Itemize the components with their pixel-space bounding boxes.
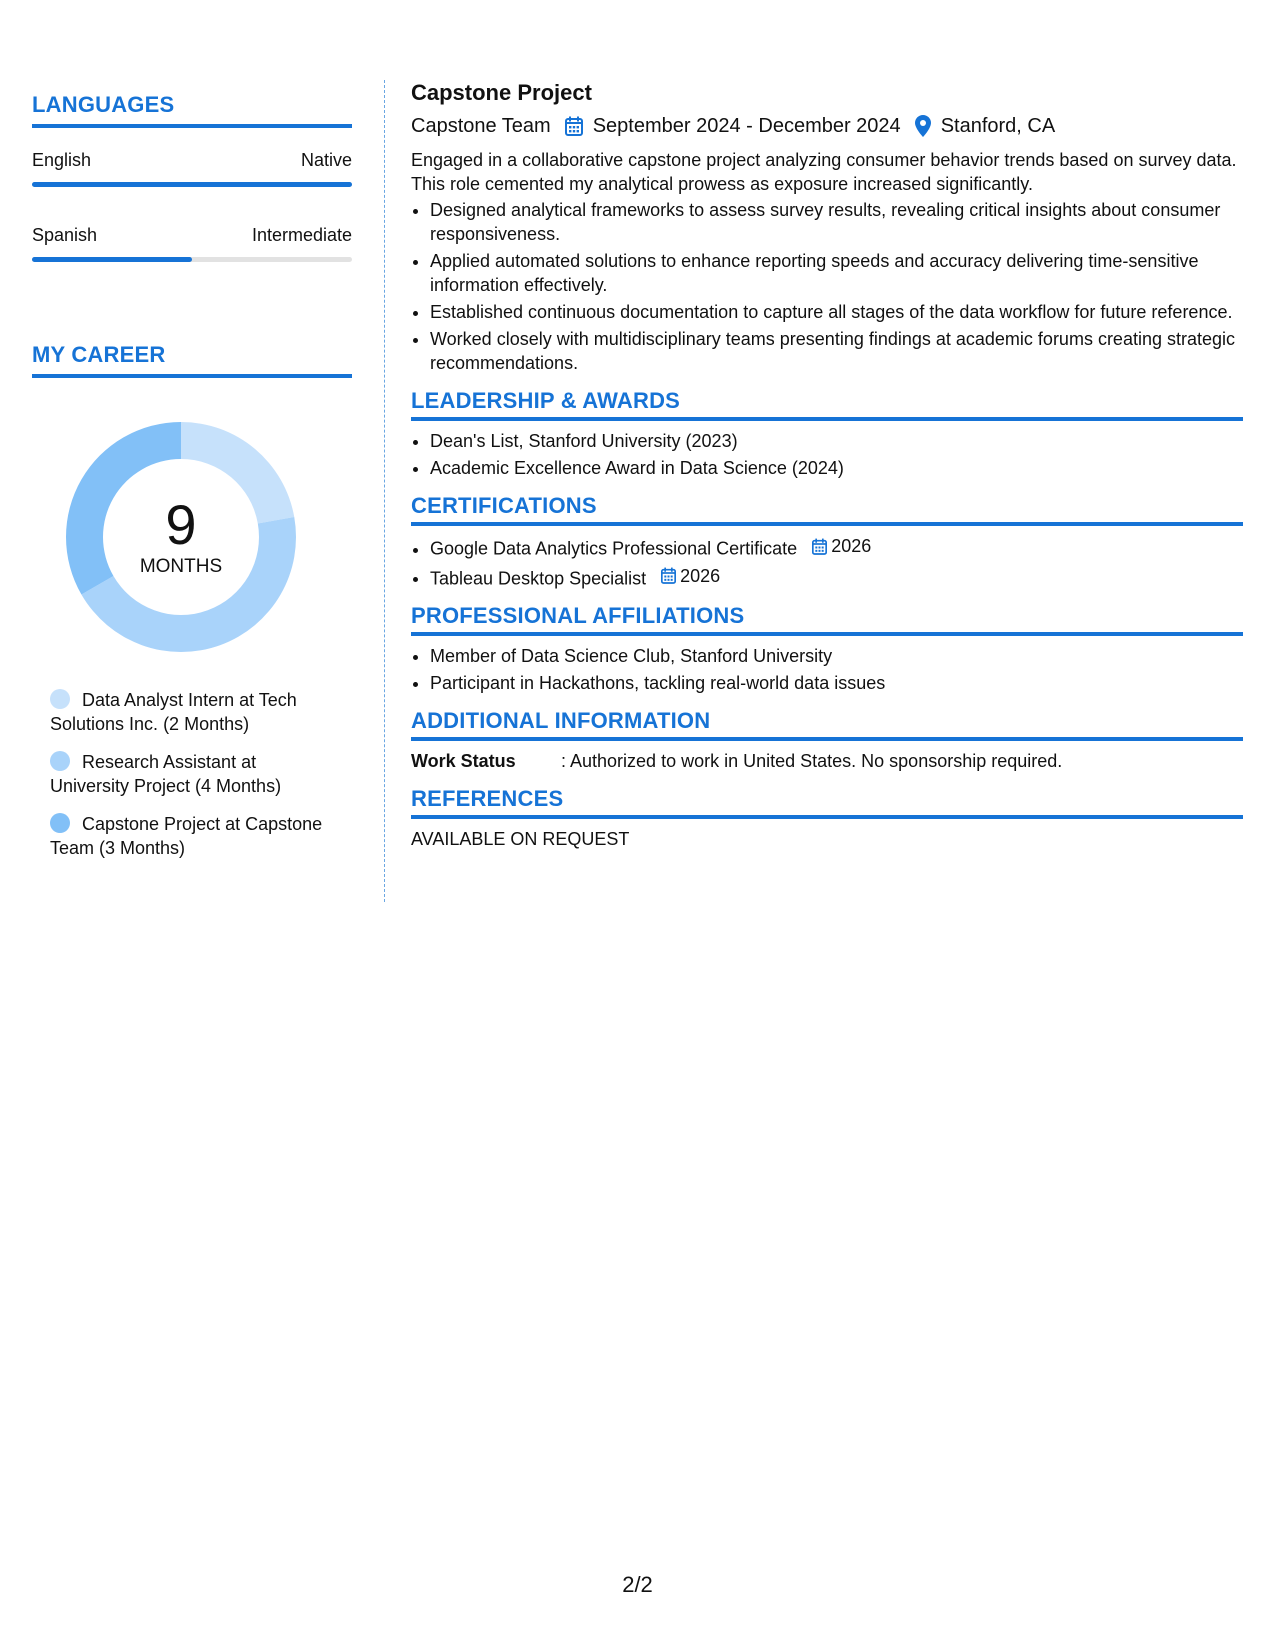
language-bar [32,257,352,262]
job-meta [411,112,1243,140]
list-item: • Applied automated solutions to enhance reporting speeds and accuracy delivering time-sensitive information effectively. [430,249,1243,297]
career-heading: MY CAREER [32,342,352,378]
job-description: Engaged in a collaborative capstone project analyzing consumer behavior trends based on survey data. This role cemented my analytical prowess as exposure increased significantly. [411,150,1237,194]
legend-dot-icon [50,751,70,771]
references-section [411,787,1243,851]
certifications-section [411,494,1243,590]
calendar-icon [661,567,676,584]
language-item [32,223,352,262]
language-level: Native [300,150,352,170]
references-heading: REFERENCES [411,787,1243,819]
legend-label: Research Assistant at University Project (4 Months) [50,752,282,796]
page-number: 2/2 [622,1572,653,1597]
leadership-section [411,389,1243,480]
list-item: • Dean's List, Stanford University (2023) [430,429,1243,453]
career-donut-chart [66,422,296,652]
language-name: Spanish [32,225,98,245]
language-bar-fill [32,257,192,262]
list-item: • Worked closely with multidisciplinary teams presenting findings at academic forums creating strategic recommendations. [430,327,1243,375]
list-item [430,534,1243,561]
languages-heading: LANGUAGES [32,92,352,128]
list-item: • Designed analytical frameworks to assess survey results, revealing critical insights about consumer responsiveness. [430,198,1243,246]
left-column [32,92,352,874]
column-divider [384,80,385,902]
legend-dot-icon [50,689,70,709]
certifications-heading: CERTIFICATIONS [411,494,1243,526]
legend-item [50,688,340,736]
list-item: • Academic Excellence Award in Data Science (2024) [430,456,1243,480]
work-status-label: Work Status [411,751,516,771]
right-column [411,78,1243,851]
language-bar [32,182,352,187]
cert-year: 2026 [680,565,721,586]
language-level: Intermediate [251,225,352,245]
legend-label: Capstone Project at Capstone Team (3 Months) [50,814,323,858]
leadership-heading: LEADERSHIP & AWARDS [411,389,1243,421]
job-dates: September 2024 - December 2024 [592,115,901,137]
additional-section [411,709,1243,773]
career-legend [32,688,340,860]
job-company: Capstone Team [411,115,551,137]
legend-item [50,750,340,798]
additional-heading: ADDITIONAL INFORMATION [411,709,1243,741]
career-total-unit: MONTHS [139,556,223,577]
cert-year: 2026 [831,536,872,556]
list-item: • Member of Data Science Club, Stanford University [430,644,1243,668]
job-location: Stanford, CA [940,115,1056,137]
legend-item [50,812,340,860]
location-pin-icon [915,115,931,137]
legend-label: Data Analyst Intern at Tech Solutions Inc. (2 Months) [50,690,297,734]
language-bar-fill [32,182,352,187]
job-title: Capstone Project [411,80,592,105]
cert-name: Google Data Analytics Professional Certificate [430,538,798,559]
affiliations-heading: PROFESSIONAL AFFILIATIONS [411,604,1243,636]
career-total-value: 9 [165,493,197,556]
language-name: English [32,150,92,170]
job-bullets [411,198,1243,375]
references-text: AVAILABLE ON REQUEST [411,829,630,849]
cert-name: Tableau Desktop Specialist [430,568,647,588]
legend-dot-icon [50,813,70,833]
work-status-value: : Authorized to work in United States. No sponsorship required. [561,751,1063,771]
affiliations-section [411,604,1243,695]
list-item: • Participant in Hackathons, tackling real-world data issues [430,671,1243,695]
language-item [32,148,352,187]
calendar-icon [812,538,827,555]
list-item: • Established continuous documentation to capture all stages of the data workflow for future reference. [430,300,1243,324]
list-item [430,564,1243,591]
calendar-icon [565,116,583,136]
